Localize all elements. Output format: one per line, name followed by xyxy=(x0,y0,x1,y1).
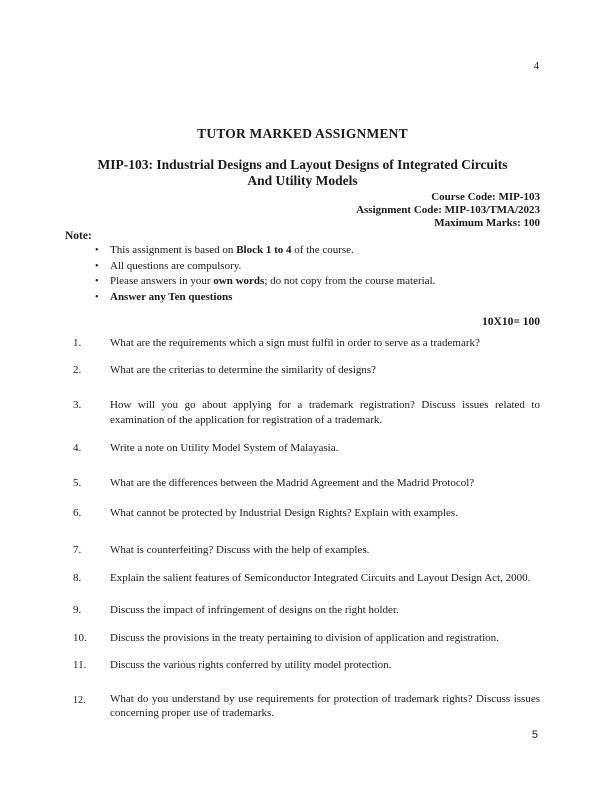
note-text-part: All questions are compulsory. xyxy=(110,259,242,272)
bullet-icon: • xyxy=(95,276,99,287)
page-number-top: 4 xyxy=(533,61,539,72)
question-text: How will you go about applying for a trademark registration? Discuss issues related to examination of the application for registration of a trademark. xyxy=(110,399,540,426)
page-content xyxy=(65,0,540,720)
question-item xyxy=(65,441,540,456)
question-text: What cannot be protected by Industrial Design Rights? Explain with examples. xyxy=(110,507,458,519)
question-item xyxy=(65,571,540,586)
question-text: Discuss the impact of infringement of designs on the right holder. xyxy=(110,604,399,616)
course-title xyxy=(65,157,540,188)
note-list xyxy=(65,243,540,305)
bullet-icon: • xyxy=(95,291,99,303)
assignment-code: Assignment Code: MIP-103/TMA/2023 xyxy=(356,204,540,216)
note-item xyxy=(65,290,540,306)
question-number: 8. xyxy=(73,572,82,584)
question-item xyxy=(65,658,540,673)
question-text: Write a note on Utility Model System of Malayasia. xyxy=(110,442,339,454)
note-item-text xyxy=(110,274,435,290)
note-text-part: This assignment is based on xyxy=(110,244,237,256)
page-number-bottom: 5 xyxy=(531,729,538,741)
note-item xyxy=(65,274,540,290)
question-number: 6. xyxy=(73,507,82,519)
course-title-line2: And Utility Models xyxy=(247,172,358,188)
question-item xyxy=(65,693,540,720)
question-number: 4. xyxy=(73,442,82,454)
question-number: 11. xyxy=(73,659,87,671)
note-text-part: of the course. xyxy=(291,244,354,256)
question-text: What are the requirements which a sign must fulfil in order to serve as a trademark? xyxy=(110,337,480,349)
question-text: Discuss the provisions in the treaty pertaining to division of application and registration. xyxy=(110,632,499,644)
note-text-part-bold: Answer any Ten questions xyxy=(110,290,233,303)
note-label: Note: xyxy=(65,230,92,242)
note-text-part: ; do not copy from the course material. xyxy=(264,275,436,287)
question-number: 7. xyxy=(73,544,82,556)
note-text-part-bold: Block 1 to 4 xyxy=(236,244,292,256)
question-text: What do you understand by use requirements for protection of trademark rights? Discuss issues concerning proper use of trademarks. xyxy=(110,693,540,719)
note-text-part: Please answers in your xyxy=(110,275,214,287)
note-item xyxy=(65,243,540,259)
question-item xyxy=(65,603,540,618)
question-number: 10. xyxy=(73,632,87,644)
marks-line: 10X10= 100 xyxy=(482,316,540,328)
question-text: Explain the salient features of Semiconductor Integrated Circuits and Layout Design Act, 2000. xyxy=(110,572,531,584)
question-number: 5. xyxy=(73,477,82,489)
question-item xyxy=(65,506,540,521)
course-title-line1: MIP-103: Industrial Designs and Layout Designs of Integrated Circuits xyxy=(97,157,508,172)
question-item xyxy=(65,398,540,428)
question-number: 9. xyxy=(73,604,82,616)
question-number: 3. xyxy=(73,399,82,411)
assignment-heading: TUTOR MARKED ASSIGNMENT xyxy=(197,126,408,141)
question-item xyxy=(65,363,540,378)
note-item-text xyxy=(110,259,241,275)
maximum-marks: Maximum Marks: 100 xyxy=(434,217,540,229)
note-text-part-bold: own words xyxy=(213,275,265,287)
question-number: 1. xyxy=(73,337,82,349)
question-text: What are the criterias to determine the similarity of designs? xyxy=(110,364,377,376)
question-item xyxy=(65,476,540,491)
question-item xyxy=(65,543,540,558)
note-item-text xyxy=(110,243,354,259)
question-item xyxy=(65,336,540,351)
note-item xyxy=(65,259,540,275)
course-code: Course Code: MIP-103 xyxy=(431,191,540,203)
question-list xyxy=(65,336,540,720)
code-block xyxy=(65,191,540,230)
question-number: 2. xyxy=(73,364,82,376)
question-text: Discuss the various rights conferred by utility model protection. xyxy=(110,659,392,671)
bullet-icon: • xyxy=(95,260,99,272)
question-item xyxy=(65,631,540,646)
question-text: What are the differences between the Madrid Agreement and the Madrid Protocol? xyxy=(110,477,475,489)
bullet-icon: • xyxy=(95,245,99,256)
question-number: 12. xyxy=(73,695,86,706)
question-text: What is counterfeiting? Discuss with the help of examples. xyxy=(110,544,370,556)
note-item-text xyxy=(110,290,232,306)
